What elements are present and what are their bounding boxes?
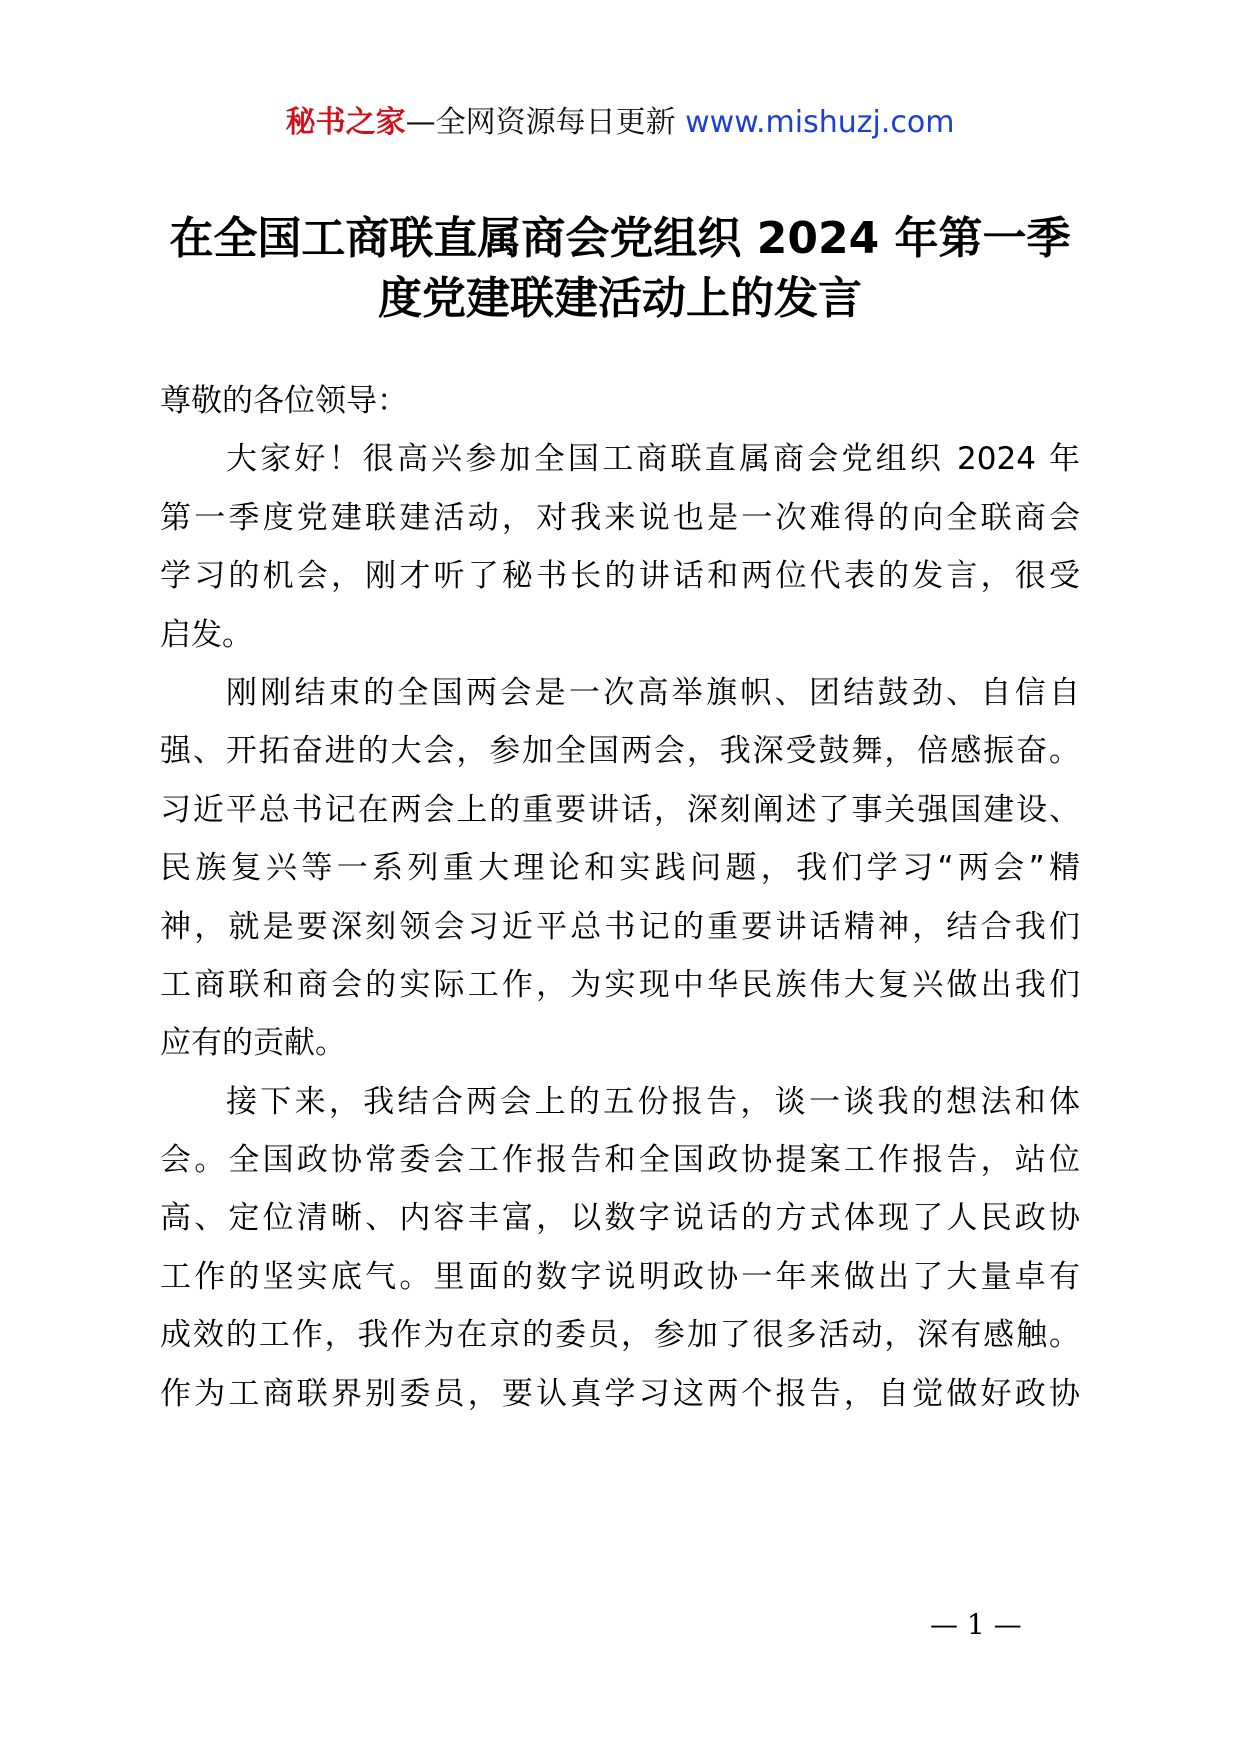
body-line: 强、开拓奋进的大会，参加全国两会，我深受鼓舞，倍感振奋。 xyxy=(160,733,1080,770)
body-line: 习近平总书记在两会上的重要讲话，深刻阐述了事关强国建设、 xyxy=(160,791,1080,828)
body-line: 工商联和商会的实际工作，为实现中华民族伟大复兴做出我们 xyxy=(160,966,1080,1003)
body-line: 作为工商联界别委员，要认真学习这两个报告，自觉做好政协 xyxy=(160,1375,1080,1412)
brand-name: 秘书之家 xyxy=(285,105,406,140)
body-line: 工作的坚实底气。里面的数字说明政协一年来做出了大量卓有 xyxy=(160,1258,1080,1295)
document-title-line-1: 在全国工商联直属商会党组织 2024 年第一季 xyxy=(169,213,1071,264)
body-line: 学习的机会，刚才听了秘书长的讲话和两位代表的发言，很受 xyxy=(160,558,1080,595)
body-line: 神，就是要深刻领会习近平总书记的重要讲话精神，结合我们 xyxy=(160,908,1080,945)
body-line: 会。全国政协常委会工作报告和全国政协提案工作报告，站位 xyxy=(160,1142,1080,1179)
body-line: 成效的工作，我作为在京的委员，参加了很多活动，深有感触。 xyxy=(160,1317,1080,1354)
body-line: 应有的贡献。 xyxy=(160,1025,346,1062)
body-line: 民族复兴等一系列重大理论和实践问题，我们学习“两会”精 xyxy=(160,850,1080,887)
banner-tagline: —全网资源每日更新 xyxy=(405,105,686,140)
body-line: 大家好！很高兴参加全国工商联直属商会党组织 2024 年 xyxy=(226,441,1080,478)
page-number: — 1 — xyxy=(930,1608,1022,1641)
site-banner xyxy=(0,98,1240,148)
site-url: www.mishuzj.com xyxy=(685,105,955,140)
body-line: 启发。 xyxy=(160,616,253,653)
body-line: 第一季度党建联建活动，对我来说也是一次难得的向全联商会 xyxy=(160,499,1080,536)
body-line: 刚刚结束的全国两会是一次高举旗帜、团结鼓劲、自信自 xyxy=(226,674,1080,711)
document-body xyxy=(160,372,1080,1423)
salutation: 尊敬的各位领导： xyxy=(160,383,408,419)
document-title-line-2: 度党建联建活动上的发言 xyxy=(378,273,862,324)
body-line: 高、定位清晰、内容丰富，以数字说话的方式体现了人民政协 xyxy=(160,1200,1080,1237)
body-line: 接下来，我结合两会上的五份报告，谈一谈我的想法和体 xyxy=(226,1083,1080,1120)
